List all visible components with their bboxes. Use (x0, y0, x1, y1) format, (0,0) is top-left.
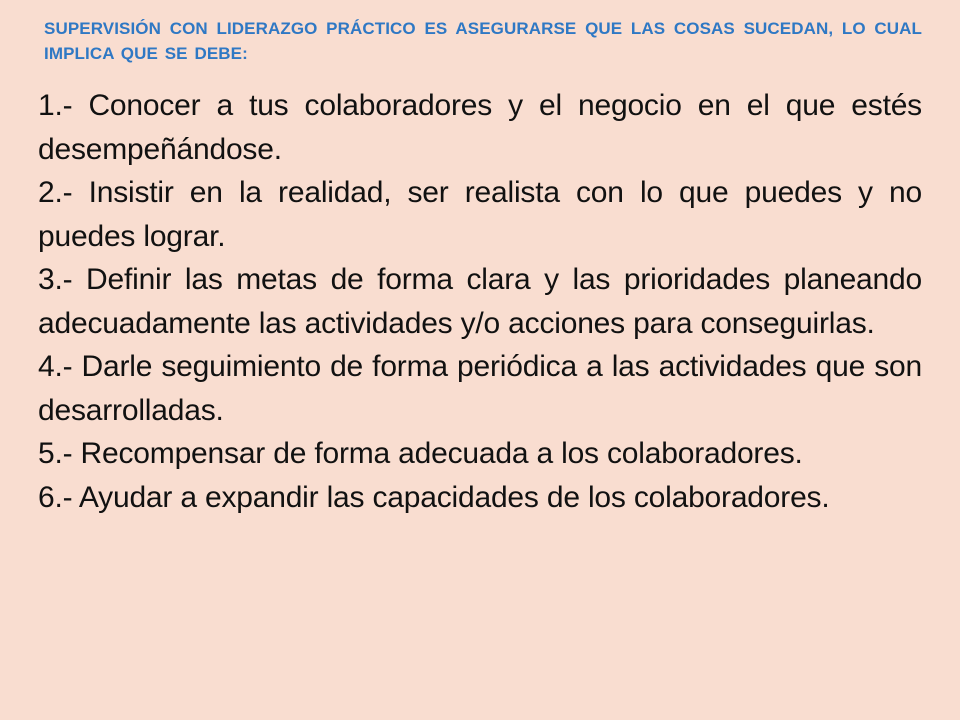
item-list (38, 84, 922, 519)
list-item-4: 4.- Darle seguimiento de forma periódica a las actividades que son desarrolladas. (38, 350, 922, 427)
list-item-3: 3.- Definir las metas de forma clara y las prioridades planeando adecuadamente las actividades y/o acciones para conseguirlas. (38, 263, 922, 340)
list-item-5: 5.- Recompensar de forma adecuada a los colaboradores. (38, 437, 803, 470)
list-item-6: 6.- Ayudar a expandir las capacidades de los colaboradores. (38, 480, 830, 514)
list-item-1: 1.- Conocer a tus colaboradores y el negocio en el que estés desempeñándose. (38, 89, 922, 166)
slide-header: SUPERVISIÓN CON LIDERAZGO PRÁCTICO ES ASEGURARSE QUE LAS COSAS SUCEDAN, LO CUAL IMPLICA QUE SE DEBE: (44, 19, 922, 63)
list-item-2: 2.- Insistir en la realidad, ser realista con lo que puedes y no puedes lograr. (38, 176, 922, 253)
